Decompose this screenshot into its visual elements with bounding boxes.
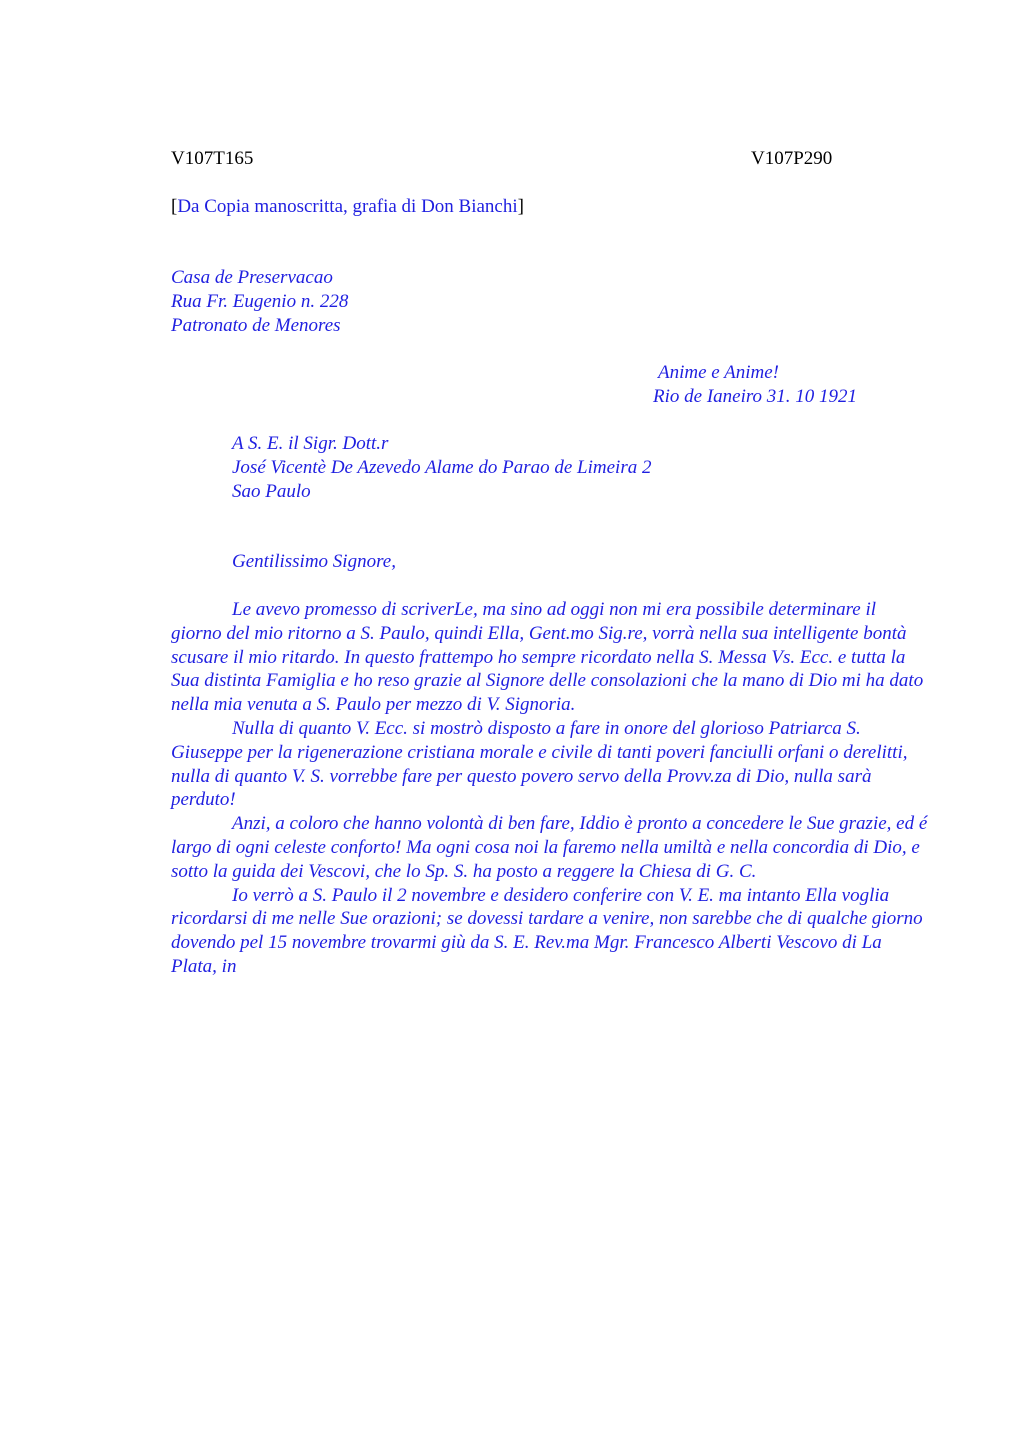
source-note xyxy=(171,195,524,219)
source-bracket-open: [ xyxy=(171,196,178,217)
body-paragraph: Nulla di quanto V. Ecc. si mostrò disposto a fare in onore del glorioso Patriarca S. Giuseppe per la rigenerazione cristiana morale e civile di tanti poveri fanciulli orfani o derelitti, nulla di quanto V. S. vorrebbe fare per questo povero servo della Provv.za di Dio, nulla sarà perduto! xyxy=(171,717,908,811)
sender-line: Patronato de Menores xyxy=(171,314,341,336)
recipient-line: Sao Paulo xyxy=(232,480,311,502)
recipient-line: A S. E. il Sigr. Dott.r xyxy=(232,433,389,454)
place-date: Rio de Ianeiro 31. 10 1921 xyxy=(653,385,858,407)
body-paragraph: Le avevo promesso di scriverLe, ma sino ad oggi non mi era possibile determinare il giorno del mio ritorno a S. Paulo, quindi Ella, Gent.mo Sig.re, vorrà nella sua intelligente bontà scusare il mio ritardo. In questo frattempo ho sempre ricordato nella S. Messa Vs. Ecc. e tutta la Sua distinta Famiglia e ho reso grazie al Signore delle consolazioni che la mano di Dio mi ha dato nella mia venuta a S. Paulo per mezzo di V. Signoria. xyxy=(171,599,924,716)
recipient-address xyxy=(232,432,651,503)
letter-body xyxy=(171,598,931,979)
source-text: Da Copia manoscritta, grafia di Don Bianchi xyxy=(177,196,518,217)
motto: Anime e Anime! xyxy=(658,362,779,383)
source-bracket-close: ] xyxy=(517,196,524,217)
sender-line: Rua Fr. Eugenio n. 228 xyxy=(171,290,349,312)
document-code-left: V107T165 xyxy=(171,148,254,169)
body-paragraph: Anzi, a coloro che hanno volontà di ben fare, Iddio è pronto a concedere le Sue grazie, ed é largo di ogni celeste conforto! Ma ogni cosa noi la faremo nella umiltà e nella concordia di Dio, e sotto la guida dei Vescovi, che lo Sp. S. ha posto a reggere la Chiesa di G. C. xyxy=(171,813,928,882)
body-paragraph: Io verrò a S. Paulo il 2 novembre e desidero conferire con V. E. ma intanto Ella voglia ricordarsi di me nelle Sue orazioni; se dovessi tardare a venire, non sarebbe che di qualche giorno dovendo pel 15 novembre trovarmi giù da S. E. Rev.ma Mgr. Francesco Alberti Vescovo di La Plata, in xyxy=(171,884,923,977)
document-code-right: V107P290 xyxy=(751,148,833,169)
sender-line: Casa de Preservacao xyxy=(171,267,333,288)
recipient-line: José Vicentè De Azevedo Alame do Parao de Limeira 2 xyxy=(232,456,652,478)
salutation: Gentilissimo Signore, xyxy=(232,551,396,572)
dateline xyxy=(653,361,857,409)
sender-address xyxy=(171,266,348,337)
